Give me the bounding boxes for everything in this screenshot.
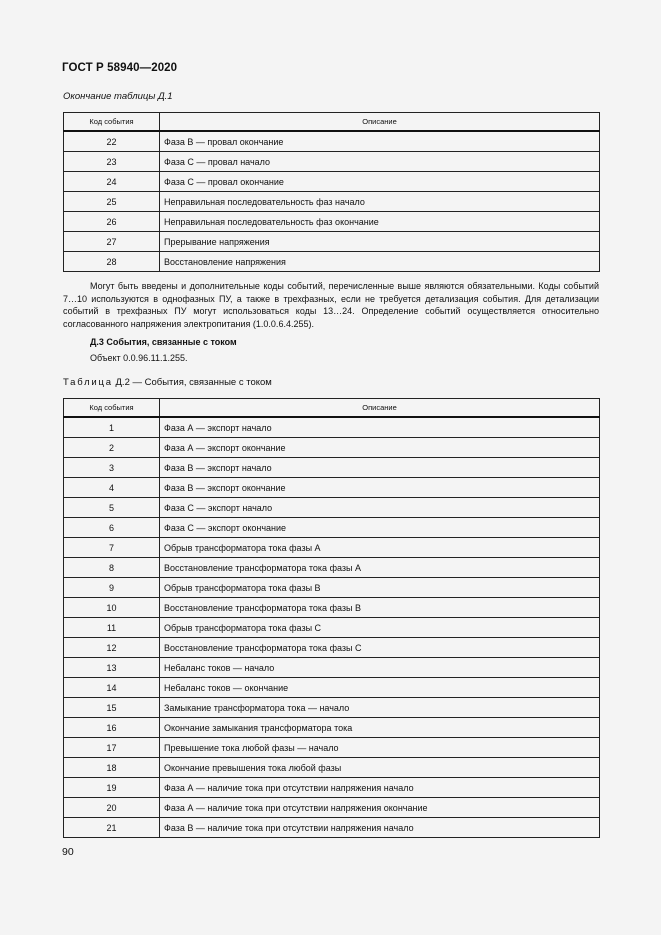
- event-code-cell: 23: [64, 152, 160, 172]
- section-object: Объект 0.0.96.11.1.255.: [90, 353, 188, 363]
- event-code-cell: 25: [64, 192, 160, 212]
- event-description-cell: Окончание превышения тока любой фазы: [160, 758, 600, 778]
- table-row: [64, 638, 600, 658]
- event-code-cell: 6: [64, 518, 160, 538]
- event-code-cell: 14: [64, 678, 160, 698]
- event-code-cell: 7: [64, 538, 160, 558]
- event-description-cell: Прерывание напряжения: [160, 232, 600, 252]
- event-code-cell: 9: [64, 578, 160, 598]
- event-code-cell: 15: [64, 698, 160, 718]
- section-title: Д.3 События, связанные с током: [90, 337, 237, 347]
- table2-header-code: Код события: [64, 399, 160, 418]
- table-row: [64, 438, 600, 458]
- event-description-cell: Обрыв трансформатора тока фазы В: [160, 578, 600, 598]
- table-row: [64, 798, 600, 818]
- event-description-cell: Фаза В — экспорт окончание: [160, 478, 600, 498]
- event-description-cell: Фаза А — экспорт окончание: [160, 438, 600, 458]
- table-row: [64, 417, 600, 438]
- event-description-cell: Неправильная последовательность фаз окончание: [160, 212, 600, 232]
- table-row: [64, 152, 600, 172]
- event-code-cell: 8: [64, 558, 160, 578]
- document-header: ГОСТ Р 58940—2020: [62, 62, 178, 74]
- event-code-cell: 2: [64, 438, 160, 458]
- event-description-cell: Фаза С — провал начало: [160, 152, 600, 172]
- table-row: [64, 678, 600, 698]
- event-description-cell: Фаза С — экспорт окончание: [160, 518, 600, 538]
- event-description-cell: Фаза В — провал окончание: [160, 131, 600, 152]
- table-row: [64, 738, 600, 758]
- table-row: [64, 131, 600, 152]
- event-description-cell: Замыкание трансформатора тока — начало: [160, 698, 600, 718]
- event-description-cell: Фаза В — наличие тока при отсутствии напряжения начало: [160, 818, 600, 838]
- table-row: [64, 212, 600, 232]
- event-code-cell: 17: [64, 738, 160, 758]
- table-row: [64, 778, 600, 798]
- event-code-cell: 26: [64, 212, 160, 232]
- event-description-cell: Фаза А — наличие тока при отсутствии напряжения окончание: [160, 798, 600, 818]
- table1-header-desc: Описание: [160, 113, 600, 132]
- event-description-cell: Восстановление трансформатора тока фазы С: [160, 638, 600, 658]
- table-row: [64, 658, 600, 678]
- event-description-cell: Неправильная последовательность фаз начало: [160, 192, 600, 212]
- event-description-cell: Фаза А — наличие тока при отсутствии напряжения начало: [160, 778, 600, 798]
- event-code-cell: 5: [64, 498, 160, 518]
- event-code-cell: 4: [64, 478, 160, 498]
- event-code-cell: 18: [64, 758, 160, 778]
- event-description-cell: Небаланс токов — окончание: [160, 678, 600, 698]
- event-description-cell: Небаланс токов — начало: [160, 658, 600, 678]
- table2-header-desc: Описание: [160, 399, 600, 418]
- table-row: [64, 478, 600, 498]
- table1-caption: Окончание таблицы Д.1: [63, 91, 173, 102]
- event-code-cell: 13: [64, 658, 160, 678]
- event-code-cell: 16: [64, 718, 160, 738]
- event-code-cell: 19: [64, 778, 160, 798]
- event-code-cell: 11: [64, 618, 160, 638]
- event-description-cell: Восстановление напряжения: [160, 252, 600, 272]
- table-row: [64, 518, 600, 538]
- table-row: [64, 818, 600, 838]
- event-code-cell: 27: [64, 232, 160, 252]
- event-description-cell: Восстановление трансформатора тока фазы А: [160, 558, 600, 578]
- table2: [63, 398, 600, 838]
- table2-caption-label: Таблица: [63, 377, 113, 388]
- event-description-cell: Фаза С — провал окончание: [160, 172, 600, 192]
- event-code-cell: 24: [64, 172, 160, 192]
- table1: [63, 112, 600, 272]
- event-code-cell: 28: [64, 252, 160, 272]
- table-row: [64, 698, 600, 718]
- table1-header-row: [64, 113, 600, 132]
- table2-caption: [63, 377, 272, 388]
- table2-caption-text: Д.2 — События, связанные с током: [115, 377, 272, 388]
- table-row: [64, 252, 600, 272]
- event-code-cell: 20: [64, 798, 160, 818]
- table-row: [64, 458, 600, 478]
- event-description-cell: Окончание замыкания трансформатора тока: [160, 718, 600, 738]
- event-description-cell: Фаза А — экспорт начало: [160, 417, 600, 438]
- event-code-cell: 10: [64, 598, 160, 618]
- event-code-cell: 1: [64, 417, 160, 438]
- table-row: [64, 498, 600, 518]
- table-row: [64, 758, 600, 778]
- table-row: [64, 598, 600, 618]
- event-description-cell: Обрыв трансформатора тока фазы С: [160, 618, 600, 638]
- event-description-cell: Фаза С — экспорт начало: [160, 498, 600, 518]
- event-description-cell: Восстановление трансформатора тока фазы В: [160, 598, 600, 618]
- table-row: [64, 232, 600, 252]
- event-code-cell: 12: [64, 638, 160, 658]
- table-row: [64, 558, 600, 578]
- table2-header-row: [64, 399, 600, 418]
- page-number: 90: [62, 846, 74, 858]
- table-row: [64, 538, 600, 558]
- table-row: [64, 192, 600, 212]
- table-row: [64, 578, 600, 598]
- event-code-cell: 21: [64, 818, 160, 838]
- table-row: [64, 718, 600, 738]
- body-paragraph: Могут быть введены и дополнительные коды событий, перечисленные выше являются обязательными. Коды событий 7…10 используются в однофазных ПУ, а также в трехфазных, если не требуется детализация события. Для детализации событий в трехфазных ПУ могут использоваться коды 13…24. Определение событий осуществляется относительно согласованного напряжения электропитания (1.0.0.6.4.255).: [63, 281, 599, 329]
- event-code-cell: 3: [64, 458, 160, 478]
- table-row: [64, 618, 600, 638]
- table1-header-code: Код события: [64, 113, 160, 132]
- event-description-cell: Обрыв трансформатора тока фазы А: [160, 538, 600, 558]
- table-row: [64, 172, 600, 192]
- event-description-cell: Фаза В — экспорт начало: [160, 458, 600, 478]
- event-code-cell: 22: [64, 131, 160, 152]
- event-description-cell: Превышение тока любой фазы — начало: [160, 738, 600, 758]
